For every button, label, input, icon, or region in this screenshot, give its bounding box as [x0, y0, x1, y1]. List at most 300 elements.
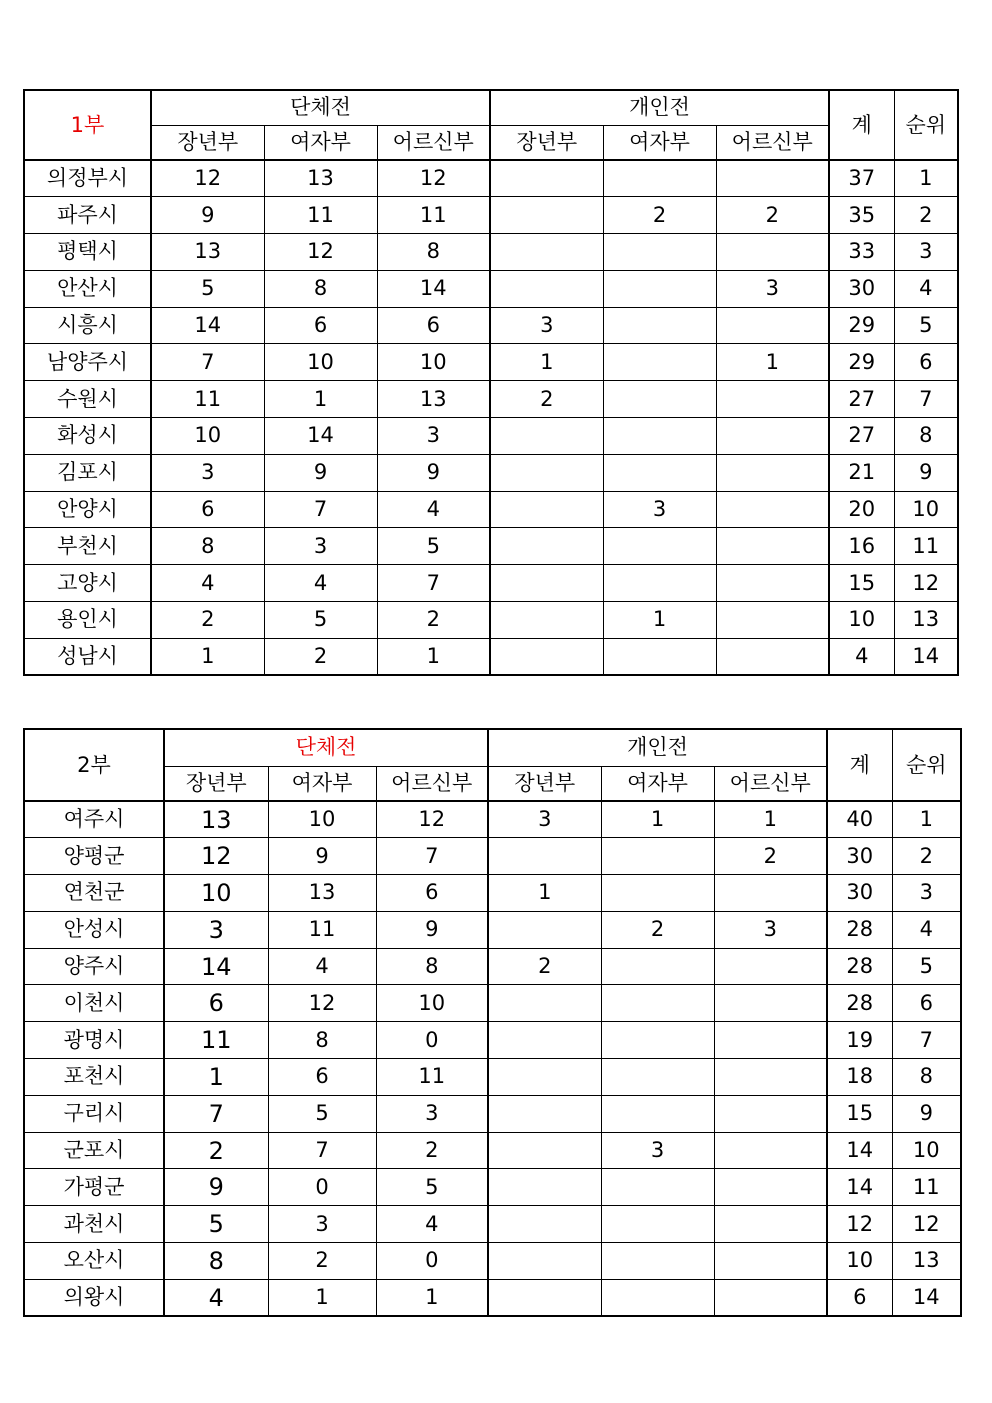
score-cell: [488, 838, 601, 875]
score-cell: [714, 1095, 827, 1132]
score-cell: 5: [376, 1169, 488, 1206]
score-cell: 3: [603, 491, 716, 528]
score-cell: 3: [488, 801, 601, 838]
city-name: 구리시: [24, 1095, 164, 1132]
table-row: [24, 875, 961, 912]
table-row: [24, 344, 958, 381]
score-cell: 2: [716, 197, 829, 234]
rank-cell: 5: [894, 307, 958, 344]
rank-header: 순위: [894, 90, 958, 160]
score-cell: 2: [264, 638, 377, 675]
sub-header: 장년부: [488, 766, 601, 801]
score-cell: [601, 1279, 714, 1316]
total-cell: 21: [829, 454, 894, 491]
score-cell: [603, 307, 716, 344]
score-cell: 1: [151, 638, 264, 675]
score-cell: 1: [268, 1279, 376, 1316]
score-cell: 7: [376, 838, 488, 875]
score-cell: [490, 234, 603, 271]
score-cell: [488, 1132, 601, 1169]
score-cell: [716, 381, 829, 418]
table-row: [24, 985, 961, 1022]
score-cell: 4: [151, 565, 264, 602]
score-cell: 13: [151, 234, 264, 271]
score-cell: 9: [268, 838, 376, 875]
table-row: [24, 1243, 961, 1280]
score-cell: 3: [268, 1206, 376, 1243]
score-cell: 1: [603, 602, 716, 639]
rank-cell: 2: [892, 838, 961, 875]
city-name: 화성시: [24, 418, 151, 455]
score-cell: 12: [264, 234, 377, 271]
score-cell: 0: [376, 1243, 488, 1280]
score-cell: [603, 381, 716, 418]
score-cell: [490, 528, 603, 565]
score-cell: 13: [264, 160, 377, 197]
rank-cell: 11: [892, 1169, 961, 1206]
total-cell: 30: [829, 270, 894, 307]
sub-header: 어르신부: [716, 125, 829, 160]
table-row: [24, 948, 961, 985]
city-name: 고양시: [24, 565, 151, 602]
score-cell: 5: [268, 1095, 376, 1132]
score-cell: [490, 160, 603, 197]
score-cell: [488, 1095, 601, 1132]
score-cell: 2: [603, 197, 716, 234]
rank-cell: 13: [892, 1243, 961, 1280]
score-cell: [490, 491, 603, 528]
city-name: 남양주시: [24, 344, 151, 381]
city-name: 파주시: [24, 197, 151, 234]
table-row: [24, 565, 958, 602]
score-cell: [601, 1095, 714, 1132]
sub-header: 어르신부: [377, 125, 490, 160]
table-row: [24, 418, 958, 455]
score-cell: 8: [376, 948, 488, 985]
sub-header: 어르신부: [714, 766, 827, 801]
total-cell: 18: [827, 1059, 892, 1096]
rank-cell: 7: [892, 1022, 961, 1059]
total-cell: 27: [829, 381, 894, 418]
rank-cell: 1: [892, 801, 961, 838]
rank-cell: 10: [894, 491, 958, 528]
rank-cell: 13: [894, 602, 958, 639]
total-cell: 20: [829, 491, 894, 528]
score-cell: [601, 1243, 714, 1280]
score-cell: 2: [714, 838, 827, 875]
score-cell: 11: [376, 1059, 488, 1096]
score-cell: 0: [268, 1169, 376, 1206]
score-cell: 3: [490, 307, 603, 344]
score-cell: [488, 985, 601, 1022]
score-cell: 12: [377, 160, 490, 197]
sub-header: 여자부: [268, 766, 376, 801]
score-cell: 4: [377, 491, 490, 528]
score-cell: 10: [377, 344, 490, 381]
score-cell: [714, 875, 827, 912]
score-cell: [490, 270, 603, 307]
score-cell: 13: [164, 801, 268, 838]
total-cell: 15: [827, 1095, 892, 1132]
score-cell: 1: [264, 381, 377, 418]
rank-cell: 2: [894, 197, 958, 234]
table-row: [24, 454, 958, 491]
score-cell: 6: [164, 985, 268, 1022]
table-row: [24, 381, 958, 418]
score-cell: [488, 1169, 601, 1206]
sub-header: 여자부: [264, 125, 377, 160]
sub-header: 어르신부: [376, 766, 488, 801]
score-cell: 3: [376, 1095, 488, 1132]
score-cell: [601, 1022, 714, 1059]
score-cell: [714, 1206, 827, 1243]
total-cell: 14: [827, 1169, 892, 1206]
score-cell: 7: [377, 565, 490, 602]
team-event-header: 단체전: [164, 729, 488, 766]
total-cell: 40: [827, 801, 892, 838]
score-cell: 3: [601, 1132, 714, 1169]
score-cell: [488, 1206, 601, 1243]
score-cell: 7: [268, 1132, 376, 1169]
total-cell: 15: [829, 565, 894, 602]
score-cell: 4: [376, 1206, 488, 1243]
total-cell: 28: [827, 948, 892, 985]
score-cell: [603, 454, 716, 491]
rank-header: 순위: [892, 729, 961, 801]
score-cell: 2: [377, 602, 490, 639]
score-cell: 6: [268, 1059, 376, 1096]
score-cell: [488, 911, 601, 948]
rank-cell: 14: [892, 1279, 961, 1316]
score-cell: 6: [264, 307, 377, 344]
rank-cell: 10: [892, 1132, 961, 1169]
table-row: [24, 270, 958, 307]
score-cell: [716, 160, 829, 197]
score-cell: 9: [376, 911, 488, 948]
table-row: [24, 1022, 961, 1059]
total-header: 계: [829, 90, 894, 160]
rank-cell: 9: [894, 454, 958, 491]
score-cell: [716, 491, 829, 528]
table-row: [24, 197, 958, 234]
score-cell: 7: [151, 344, 264, 381]
score-cell: 4: [268, 948, 376, 985]
score-cell: 8: [151, 528, 264, 565]
score-cell: [714, 1059, 827, 1096]
rank-cell: 11: [894, 528, 958, 565]
score-cell: 11: [151, 381, 264, 418]
score-cell: 8: [377, 234, 490, 271]
score-cell: [490, 602, 603, 639]
score-cell: [601, 1169, 714, 1206]
individual-event-header: 개인전: [490, 90, 829, 125]
score-cell: 14: [151, 307, 264, 344]
city-name: 양주시: [24, 948, 164, 985]
score-cell: [603, 418, 716, 455]
sub-header: 장년부: [490, 125, 603, 160]
score-cell: 11: [164, 1022, 268, 1059]
city-name: 과천시: [24, 1206, 164, 1243]
city-name: 안양시: [24, 491, 151, 528]
score-cell: 2: [151, 602, 264, 639]
city-name: 오산시: [24, 1243, 164, 1280]
city-name: 양평군: [24, 838, 164, 875]
city-name: 광명시: [24, 1022, 164, 1059]
score-cell: 8: [164, 1243, 268, 1280]
total-cell: 4: [829, 638, 894, 675]
score-cell: 2: [488, 948, 601, 985]
score-cell: 14: [377, 270, 490, 307]
score-cell: [714, 1022, 827, 1059]
city-name: 성남시: [24, 638, 151, 675]
score-cell: 10: [151, 418, 264, 455]
score-cell: 14: [264, 418, 377, 455]
table-row: [24, 528, 958, 565]
score-cell: 11: [377, 197, 490, 234]
score-cell: 9: [264, 454, 377, 491]
score-cell: 12: [268, 985, 376, 1022]
score-cell: [603, 344, 716, 381]
score-cell: 1: [601, 801, 714, 838]
score-cell: [603, 234, 716, 271]
score-cell: 1: [716, 344, 829, 381]
total-cell: 37: [829, 160, 894, 197]
division-1-table: [23, 89, 959, 676]
score-cell: 9: [164, 1169, 268, 1206]
score-cell: 10: [376, 985, 488, 1022]
rank-cell: 6: [894, 344, 958, 381]
division-label: 1부: [24, 90, 151, 160]
score-cell: 9: [377, 454, 490, 491]
score-cell: [714, 1279, 827, 1316]
total-cell: 6: [827, 1279, 892, 1316]
score-cell: [716, 418, 829, 455]
score-cell: [490, 565, 603, 602]
score-cell: [488, 1059, 601, 1096]
score-cell: 14: [164, 948, 268, 985]
rank-cell: 4: [894, 270, 958, 307]
score-cell: 5: [264, 602, 377, 639]
city-name: 가평군: [24, 1169, 164, 1206]
score-cell: [601, 838, 714, 875]
score-cell: [714, 1243, 827, 1280]
rank-cell: 12: [894, 565, 958, 602]
city-name: 이천시: [24, 985, 164, 1022]
rank-cell: 7: [894, 381, 958, 418]
score-cell: [716, 638, 829, 675]
rank-cell: 8: [894, 418, 958, 455]
table-row: [24, 801, 961, 838]
score-cell: [490, 197, 603, 234]
total-cell: 10: [829, 602, 894, 639]
score-cell: 2: [164, 1132, 268, 1169]
total-cell: 29: [829, 344, 894, 381]
score-cell: 1: [488, 875, 601, 912]
city-name: 시흥시: [24, 307, 151, 344]
table-row: [24, 638, 958, 675]
score-cell: 7: [264, 491, 377, 528]
rank-cell: 8: [892, 1059, 961, 1096]
score-cell: 5: [164, 1206, 268, 1243]
score-cell: 2: [376, 1132, 488, 1169]
table-row: [24, 491, 958, 528]
total-cell: 12: [827, 1206, 892, 1243]
total-cell: 30: [827, 838, 892, 875]
city-name: 부천시: [24, 528, 151, 565]
rank-cell: 6: [892, 985, 961, 1022]
table-row: [24, 911, 961, 948]
score-cell: 2: [601, 911, 714, 948]
score-cell: 7: [164, 1095, 268, 1132]
score-cell: [601, 1206, 714, 1243]
table-row: [24, 602, 958, 639]
score-cell: 11: [264, 197, 377, 234]
table-row: [24, 234, 958, 271]
score-cell: 1: [490, 344, 603, 381]
score-cell: 3: [716, 270, 829, 307]
score-cell: 10: [164, 875, 268, 912]
score-cell: 4: [164, 1279, 268, 1316]
table-row: [24, 838, 961, 875]
score-cell: 3: [377, 418, 490, 455]
score-cell: 6: [151, 491, 264, 528]
score-cell: [603, 638, 716, 675]
city-name: 용인시: [24, 602, 151, 639]
rank-cell: 3: [892, 875, 961, 912]
score-cell: [601, 875, 714, 912]
city-name: 김포시: [24, 454, 151, 491]
score-cell: 2: [268, 1243, 376, 1280]
score-cell: [601, 1059, 714, 1096]
score-cell: 12: [151, 160, 264, 197]
total-cell: 28: [827, 911, 892, 948]
city-name: 군포시: [24, 1132, 164, 1169]
score-cell: [714, 1132, 827, 1169]
score-cell: 1: [376, 1279, 488, 1316]
city-name: 의왕시: [24, 1279, 164, 1316]
score-cell: 1: [164, 1059, 268, 1096]
total-cell: 10: [827, 1243, 892, 1280]
score-cell: [716, 307, 829, 344]
rank-cell: 1: [894, 160, 958, 197]
score-cell: 2: [490, 381, 603, 418]
sub-header: 여자부: [603, 125, 716, 160]
division-2-table: [23, 728, 962, 1317]
score-cell: 9: [151, 197, 264, 234]
score-cell: [714, 1169, 827, 1206]
table-row: [24, 307, 958, 344]
score-cell: [601, 985, 714, 1022]
score-cell: [603, 528, 716, 565]
city-name: 의정부시: [24, 160, 151, 197]
city-name: 안성시: [24, 911, 164, 948]
city-name: 안산시: [24, 270, 151, 307]
score-cell: 8: [264, 270, 377, 307]
city-name: 포천시: [24, 1059, 164, 1096]
score-cell: [603, 160, 716, 197]
table-row: [24, 1169, 961, 1206]
rank-cell: 12: [892, 1206, 961, 1243]
score-cell: 8: [268, 1022, 376, 1059]
sub-header: 장년부: [164, 766, 268, 801]
rank-cell: 4: [892, 911, 961, 948]
score-cell: 11: [268, 911, 376, 948]
score-cell: 12: [376, 801, 488, 838]
division-label: 2부: [24, 729, 164, 801]
score-cell: 1: [714, 801, 827, 838]
rank-cell: 9: [892, 1095, 961, 1132]
sub-header: 여자부: [601, 766, 714, 801]
table-row: [24, 1132, 961, 1169]
total-header: 계: [827, 729, 892, 801]
score-cell: 10: [264, 344, 377, 381]
total-cell: 27: [829, 418, 894, 455]
score-cell: 0: [376, 1022, 488, 1059]
score-cell: [603, 565, 716, 602]
city-name: 여주시: [24, 801, 164, 838]
total-cell: 14: [827, 1132, 892, 1169]
score-cell: [490, 638, 603, 675]
score-cell: 6: [376, 875, 488, 912]
city-name: 수원시: [24, 381, 151, 418]
score-cell: 3: [151, 454, 264, 491]
table-row: [24, 160, 958, 197]
score-cell: [601, 948, 714, 985]
table-row: [24, 1279, 961, 1316]
city-name: 연천군: [24, 875, 164, 912]
score-cell: 1: [377, 638, 490, 675]
total-cell: 30: [827, 875, 892, 912]
score-cell: 3: [714, 911, 827, 948]
score-cell: 3: [164, 911, 268, 948]
score-cell: 13: [268, 875, 376, 912]
score-cell: [716, 454, 829, 491]
rank-cell: 3: [894, 234, 958, 271]
score-cell: [488, 1243, 601, 1280]
score-cell: [490, 418, 603, 455]
city-name: 평택시: [24, 234, 151, 271]
score-cell: [716, 528, 829, 565]
sub-header: 장년부: [151, 125, 264, 160]
individual-event-header: 개인전: [488, 729, 827, 766]
rank-cell: 14: [894, 638, 958, 675]
total-cell: 35: [829, 197, 894, 234]
score-cell: 5: [151, 270, 264, 307]
score-cell: 10: [268, 801, 376, 838]
team-event-header: 단체전: [151, 90, 490, 125]
score-cell: [716, 565, 829, 602]
score-cell: [714, 985, 827, 1022]
score-cell: 4: [264, 565, 377, 602]
total-cell: 19: [827, 1022, 892, 1059]
score-cell: [716, 602, 829, 639]
score-cell: 13: [377, 381, 490, 418]
total-cell: 28: [827, 985, 892, 1022]
score-cell: [488, 1022, 601, 1059]
score-cell: 5: [377, 528, 490, 565]
table-row: [24, 1095, 961, 1132]
score-cell: [603, 270, 716, 307]
score-cell: 12: [164, 838, 268, 875]
total-cell: 16: [829, 528, 894, 565]
score-cell: [716, 234, 829, 271]
score-cell: [714, 948, 827, 985]
score-cell: 3: [264, 528, 377, 565]
total-cell: 33: [829, 234, 894, 271]
table-row: [24, 1059, 961, 1096]
score-cell: [490, 454, 603, 491]
total-cell: 29: [829, 307, 894, 344]
